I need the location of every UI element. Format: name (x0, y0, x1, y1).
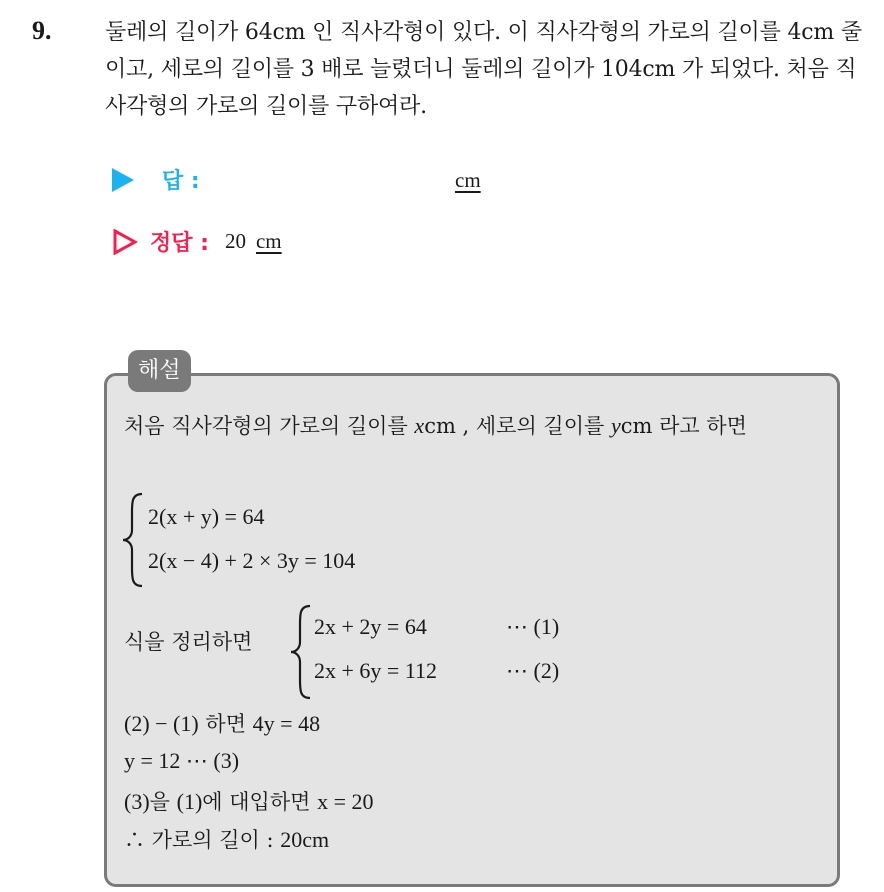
arrange-label: 식을 정리하면 (124, 630, 253, 654)
system1-equation-2: 2(x − 4) + 2 × 3y = 104 (148, 548, 356, 573)
system1-equation-1: 2(x + y) = 64 (148, 504, 265, 529)
outline-triangle-icon (112, 229, 138, 255)
correct-answer-row (112, 226, 282, 257)
problem-text: 둘레의 길이가 64cm 인 직사각형이 있다. 이 직사각형의 가로의 길이를 4cm 줄이고, 세로의 길이를 3 배로 늘렸더니 둘레의 길이가 104cm 가 되었다. 처음 직사각형의 가로의 길이를 구하여라. (105, 20, 862, 119)
system2-equation-2: 2x + 6y = 112 (314, 658, 437, 683)
correct-answer-value: 20 (224, 229, 246, 253)
play-triangle-icon (112, 168, 134, 192)
correct-answer-label: 정답 : (150, 231, 209, 256)
answer-label: 답 : (162, 169, 200, 194)
left-brace-icon (288, 604, 316, 700)
answer-row (112, 164, 200, 195)
step-subtract: (2) − (1) 하면 4y = 48 (124, 711, 321, 736)
system2-tag-1: ⋯ (1) (506, 614, 560, 639)
step-substitute: (3)을 (1)에 대입하면 x = 20 (124, 789, 374, 814)
explanation-intro: 처음 직사각형의 가로의 길이를 xcm , 세로의 길이를 ycm 라고 하면 (124, 413, 747, 438)
explanation-tab: 해설 (128, 350, 191, 392)
system2-tag-2: ⋯ (2) (506, 658, 560, 683)
left-brace-icon (120, 492, 148, 588)
system2-equation-1: 2x + 2y = 64 (314, 614, 427, 639)
problem-number: 9. (32, 16, 52, 45)
conclusion: ∴ 가로의 길이 : 20cm (124, 827, 330, 852)
step-solve-y: y = 12 ⋯ (3) (124, 748, 240, 773)
answer-unit: cm (455, 168, 481, 192)
correct-answer-unit: cm (255, 229, 282, 253)
